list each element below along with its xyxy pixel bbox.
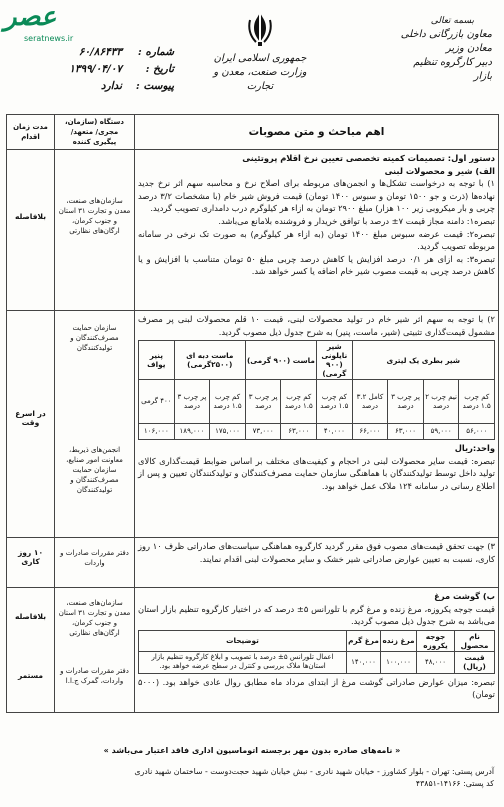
dairy-sub: کم چرب ۱.۵ درصد (459, 380, 495, 424)
iran-emblem-icon (240, 8, 280, 48)
section-2-agency: سازمان حمایت مصرف‌کنندگان و تولیدکنندگان انجمن‌های ذیربط، معاونت امور صنایع، سازمان حمایت مصرف‌کنندگان و تولیدکنندگان (55, 311, 135, 538)
note-3: تبصره۳: به ازای هر ۰/۱ درصد افزایش یا کاهش درصد چربی مبلغ ۵۰ تومان متناسب با افزایش و یا کاهش درصد چربی به قیمت مصوب شیر خام اضافه یا کسر خواهد شد. (138, 253, 495, 277)
republic-name: جمهوری اسلامی ایران (213, 53, 307, 64)
section-1-time: بلافاصله (7, 150, 55, 311)
chicken-cell: قیمت (ریال) (455, 651, 495, 673)
site-logo: عصر (4, 2, 57, 32)
dairy-group-1: شیر بطری یک لیتری (352, 341, 494, 380)
address-line: آدرس پستی: تهران - بلوار کشاورز - خیابان شهید نادری - نبش خیابان شهید حجت‌دوست - ساختمان شهید نادری (134, 767, 494, 776)
chicken-cell: ۱۰۰,۰۰۰ (381, 651, 417, 673)
dairy-group-5: پنیر یواف (139, 341, 175, 380)
dairy-subtitle: الف) شیر و محصولات لبنی (384, 165, 495, 176)
site-url: seratnews.ir (24, 34, 74, 43)
chicken-note: تبصره: میزان عوارض صادراتی گوشت مرغ از ابتدای مرداد ماه مطابق روال عادی خواهد بود. (۵۰۰۰ تومان) (138, 676, 495, 700)
section-3-time: ۱۰ روز کاری (7, 538, 55, 588)
dairy-price-table (138, 340, 495, 440)
unit-note: واحد:ریال (454, 443, 495, 454)
dairy-sub: کامل ۳.۲ درصد (352, 380, 388, 424)
postal-code: کد پستی: ۱۴۱۶۶-۴۳۸۵۱ (415, 779, 494, 788)
issuer-line-2: معادن وزیر (445, 43, 492, 54)
chicken-header: جوجه یکروزه (417, 630, 455, 651)
issuer-line-1: معاون بازرگانی داخلی (400, 29, 492, 40)
chicken-resolution: قیمت جوجه یکروزه، مرغ زنده و مرغ گرم با تلورانس ۵± درصد که در اختیار کارگروه تنظیم بازار استان می‌باشد به شرح جدول ذیل مصوب گردید. (138, 603, 495, 627)
section-3 (135, 538, 499, 588)
attachment-value: ندارد (100, 80, 122, 92)
dairy-price: ۶۳,۰۰۰ (388, 424, 424, 440)
emblem-block (200, 8, 320, 94)
section-3-agency: دفتر مقررات صادرات و واردات (55, 538, 135, 588)
attachment-label: پیوست : (135, 80, 174, 92)
note-2: تبصره۲: قیمت عرضه سبوس مبلغ ۱۴۰۰ تومان (به ازاء هر کیلوگرم) به صورت تک نرخی در سامانه مربوطه تصویب گردید. (138, 228, 495, 252)
number-value: ۶۰/۸۶۴۳۳ (78, 46, 122, 58)
dairy-price: ۷۳,۰۰۰ (245, 424, 281, 440)
dairy-price: ۵۶,۰۰۰ (459, 424, 495, 440)
dairy-group-3: ماست (۹۰۰ گرمی) (245, 341, 316, 380)
dairy-price: ۵۹,۰۰۰ (423, 424, 459, 440)
date-value: ۱۳۹۹/۰۴/۰۷ (69, 63, 122, 75)
section-4-time: بلافاصله مستمر (7, 588, 55, 713)
note-1: تبصره۱: دامنه مجاز قیمت ۷± درصد با توافق خریدار و فروشنده بلامانع می‌باشد. (218, 215, 495, 226)
dairy-group-4: ماست دبه ای (۲۵۰۰گرمی) (174, 341, 245, 380)
dairy-price: ۶۳,۰۰۰ (281, 424, 317, 440)
dairy-sub: پر چرب ۳ درصد (174, 380, 210, 424)
section-1 (135, 150, 499, 311)
agency-col-header: دستگاه (سازمان، مجری/ متعهد/ پیگیری کننده (55, 115, 135, 150)
dairy-sub: پر چرب ۳ درصد (388, 380, 424, 424)
section-2-time: در اسرع وقت (7, 311, 55, 538)
section-2 (135, 311, 499, 538)
section-4 (135, 588, 499, 713)
issuer-line-3: دبیر کارگروه تنظیم بازار (413, 57, 492, 82)
dairy-sub: نیم چرب ۲ درصد (423, 380, 459, 424)
dairy-price: ۱۸۹,۰۰۰ (174, 424, 210, 440)
chicken-header: مرغ زنده (381, 630, 417, 651)
agenda-title: دستور اول: تصمیمات کمیته تخصصی تعیین نرخ اقلام پروتئینی (242, 153, 495, 163)
site-watermark (4, 2, 94, 44)
letter-meta (14, 44, 174, 95)
chicken-cell: ۱۴۰,۰۰۰ (347, 651, 381, 673)
dairy-sub: کم چرب ۱.۵ درصد (281, 380, 317, 424)
bismillah: بسمه تعالی (430, 16, 474, 26)
chicken-cell: ۴۸,۰۰۰ (417, 651, 455, 673)
dairy-price: ۱۷۵,۰۰۰ (210, 424, 246, 440)
dairy-group-2: شیر نایلونی (۹۰۰ گرمی) (317, 341, 353, 380)
letter-header (0, 0, 504, 112)
chicken-header: نام محصول (455, 630, 495, 651)
dairy-price: ۴۰,۰۰۰ (317, 424, 353, 440)
dairy-note: تبصره: قیمت سایر محصولات لبنی در احجام و کیفیت‌های مختلف بر اساس ضوابط قیمت‌گذاری کالای تولید داخل توسط تولیدکنندگان با هماهنگی سازمان حمایت مصرف‌کنندگان و تولیدکنندگان تعیین و پس از اطلاع رسانی در سامانه ۱۲۴ ملاک عمل خواهد بود. (138, 455, 495, 491)
dairy-products-resolution: ۲) با توجه به سهم اثر شیر خام در تولید محصولات لبنی، قیمت ۱۰ قلم محصولات لبنی پر مصرف مشمول قیمت‌گذاری تثبیتی (شیر، ماست، پنیر) به شرح جدول ذیل مصوب گردید. (138, 314, 496, 337)
dairy-sub: ۴۰۰ گرمی (139, 380, 175, 424)
dairy-sub: کم چرب ۱.۵ درصد (210, 380, 246, 424)
chicken-price-table (138, 630, 495, 674)
section-4-agency: سازمان‌های صنعت، معدن و تجارت ۳۱ استان و جنوب کرمان، ارگان‌های نظارتی دفتر مقررات صادرات و واردات، گمرک ج.ا.ا (55, 588, 135, 713)
chicken-subtitle: ب) گوشت مرغ (434, 591, 495, 601)
chicken-cell: اعمال تلورانس ۵± درصد با تصویب و ابلاغ کارگروه تنظیم بازار استان‌ها ملاک بررسی و کنترل در سطح عرضه خواهد بود. (139, 651, 347, 673)
dairy-price: ۶۶,۰۰۰ (352, 424, 388, 440)
dairy-sub: کم چرب ۱.۵ درصد (317, 380, 353, 424)
issuer-block (392, 14, 492, 84)
resolutions-table (6, 114, 499, 713)
date-label: تاریخ : (145, 63, 174, 75)
chicken-header: توضیحات (139, 630, 347, 651)
dairy-sub: پر چرب ۳ درصد (245, 380, 281, 424)
number-label: شماره : (137, 46, 174, 58)
section-1-agency: سازمان‌های صنعت، معدن و تجارت ۳۱ استان و جنوب کرمان، ارگان‌های نظارتی (55, 150, 135, 311)
raw-milk-resolution: ۱) با توجه به درخواست تشکل‌ها و انجمن‌های مربوطه برای اصلاح نرخ و محاسبه سهم اثر نرخ جدید نهاده‌ها (ذرت و جو ۱۵۰۰ تومان و سبوس ۱۴۰۰ تومان) قیمت فروش شیر خام (با مشخصات ۳/۲ درصد چربی و بار میکروبی زیر ۱۰۰ هزار) مبلغ ۲۹۰۰ تومان به ازاء هر کیلوگرم درب دامداری تصویب گردید. (138, 178, 495, 214)
validity-note: « نامه‌های صادره بدون مهر برجسته اتوماسیون اداری فاقد اعتبار می‌باشد » (103, 746, 401, 755)
postal-address (10, 766, 494, 790)
export-resolution: ۳) جهت تحقق قیمت‌های مصوب فوق مقرر گردید کارگروه هماهنگی سیاست‌های صادراتی ظرف ۱۰ روز کاری، نسبت به تعیین عوارض صادراتی شیر خشک و سایر محصولات لبنی اقدام نمایند. (138, 541, 495, 564)
time-col-header: مدت زمان اقدام (7, 115, 55, 150)
table-title: اهم مباحث و متن مصوبات (135, 115, 499, 150)
chicken-header: مرغ گرم (347, 630, 381, 651)
dairy-price: ۱۰۶,۰۰۰ (139, 424, 175, 440)
ministry-name: وزارت صنعت، معدن و تجارت (213, 67, 307, 92)
